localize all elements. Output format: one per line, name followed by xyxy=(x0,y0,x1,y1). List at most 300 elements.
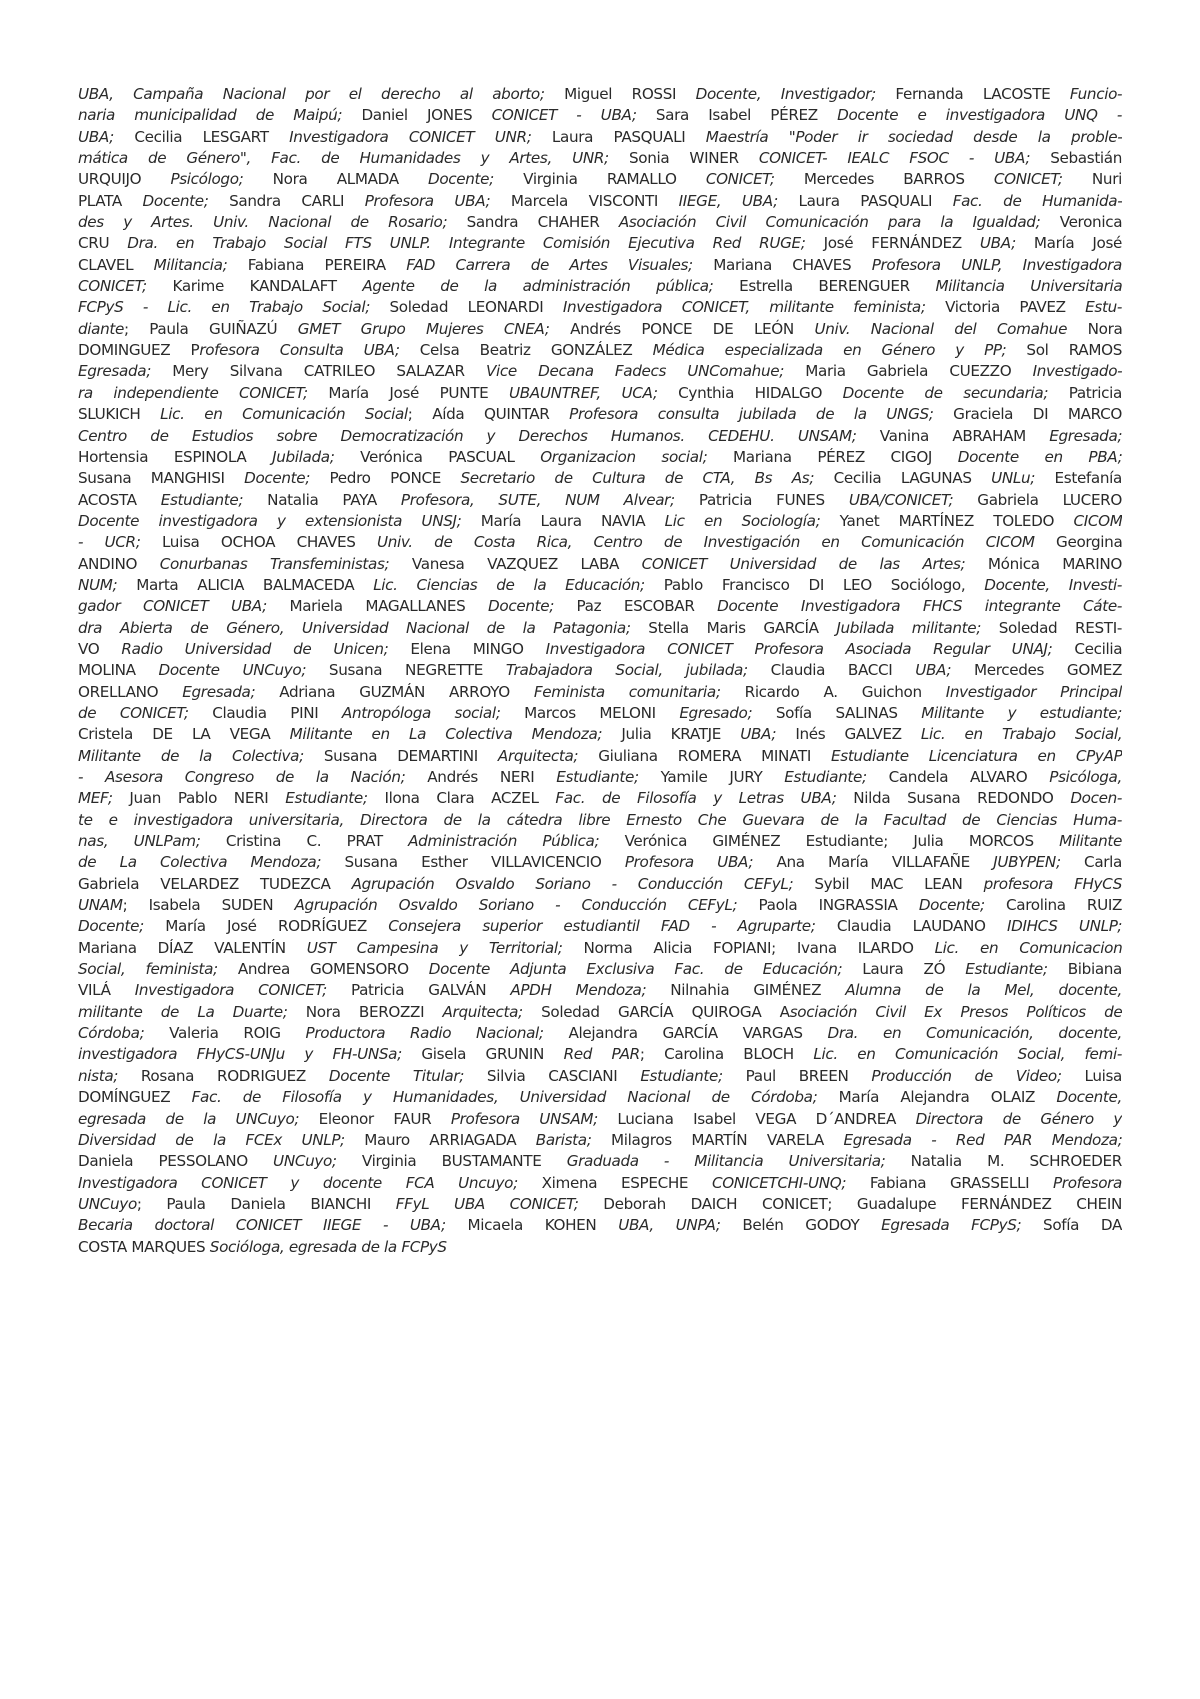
text-line xyxy=(78,1237,1122,1258)
affiliation-text: profesora FHyCS xyxy=(983,874,1122,893)
name-text: Cecilia LAGUNAS xyxy=(814,469,992,488)
text-line xyxy=(78,874,1122,895)
text-line xyxy=(78,191,1122,212)
affiliation-text: Lic. en Comunicacion xyxy=(934,938,1122,957)
text-line xyxy=(78,84,1122,105)
text-line xyxy=(78,831,1122,852)
affiliation-text: Feminista comunitaria; xyxy=(533,682,721,701)
affiliation-text: Organizacion social; xyxy=(540,447,708,466)
text-line xyxy=(78,703,1122,724)
affiliation-text: CONICET - UBA; xyxy=(491,106,637,125)
name-text: Marcos MELONI xyxy=(500,703,680,722)
name-text: Sol RAMOS xyxy=(1006,341,1122,360)
affiliation-text: NUM; xyxy=(78,575,118,594)
affiliation-text: Profesora UNLP, Investigadora xyxy=(871,255,1122,274)
text-line xyxy=(78,212,1122,233)
affiliation-text: Médica especializada en Género y PP; xyxy=(652,341,1007,360)
affiliation-text: Córdoba; xyxy=(78,1024,145,1043)
name-text: Mariana PÉREZ CIGOJ xyxy=(707,447,958,466)
name-text: Graciela DI MARCO xyxy=(933,405,1122,424)
name-text: Inés GALVEZ xyxy=(776,725,921,744)
name-text: Bibiana xyxy=(1047,960,1122,979)
name-text: Alejandra GARCÍA VARGAS xyxy=(543,1024,828,1043)
affiliation-text: Docente investigadora y extensionista UNSJ; xyxy=(78,511,462,530)
text-line xyxy=(78,511,1122,532)
name-text: Estefanía xyxy=(1035,469,1122,488)
affiliation-text: Profesora xyxy=(1053,1173,1122,1192)
affiliation-text: Psicólogo; xyxy=(170,170,244,189)
name-text: Susana DEMARTINI xyxy=(303,746,498,765)
text-line xyxy=(78,895,1122,916)
affiliation-text: Estudiante; xyxy=(556,768,639,786)
affiliation-text: Estudiante; xyxy=(160,490,244,509)
name-text: Laura PASQUALI xyxy=(531,127,706,146)
name-text: Sandra CHAHER xyxy=(447,213,619,232)
name-text: José FERNÁNDEZ xyxy=(805,234,980,253)
affiliation-text: Becaria doctoral CONICET IIEGE - UBA; xyxy=(78,1216,446,1235)
name-text: Eleonor FAUR xyxy=(299,1109,451,1128)
name-text: ; Paula GUIÑAZÚ xyxy=(124,319,298,338)
affiliation-text: sociación Civil Ex Presos Políticos de xyxy=(789,1002,1122,1021)
affiliation-text: Estudiante Licenciatura en CPyAP xyxy=(831,746,1122,765)
name-text: URQUIJO xyxy=(78,170,171,189)
name-text: Sonia WINER xyxy=(608,149,759,168)
affiliation-text: Vice Decana Fadecs UNComahue; xyxy=(486,362,784,381)
name-text: Virginia BUSTAMANTE xyxy=(336,1152,567,1171)
affiliation-text: Lic. en Trabajo Social, xyxy=(920,725,1122,744)
name-text: Celsa Beatriz GONZÁLEZ xyxy=(399,341,653,360)
affiliation-text: Investigadora CONICET; xyxy=(134,981,327,1000)
name-text: Cecilia xyxy=(1052,639,1122,658)
affiliation-text: Militante de la Colectiva; xyxy=(78,746,304,765)
affiliation-text: Dra. en Trabajo Social FTS UNLP. Integrante Comisión Ejecutiva Red RUGE; xyxy=(127,234,806,253)
affiliation-text: UBA; xyxy=(78,127,114,146)
affiliation-text: Militante en La Colectiva Mendoza; xyxy=(289,725,603,744)
name-text: Natalia M. SCHROEDER xyxy=(885,1152,1122,1171)
name-text: Mónica MARINO xyxy=(965,554,1122,573)
name-text: Patricia GALVÁN xyxy=(326,981,511,1000)
text-line xyxy=(78,532,1122,553)
name-text: Claudia LAUDANO xyxy=(815,917,1007,936)
text-line xyxy=(78,980,1122,1001)
affiliation-text: FFyL UBA CONICET; xyxy=(395,1194,579,1213)
name-text: Susana Esther VILLAVICENCIO xyxy=(321,853,625,872)
text-line xyxy=(78,127,1122,148)
name-text: Deborah DAICH CONICET; Guadalupe FERNÁNDEZ CHEIN xyxy=(578,1194,1122,1213)
name-text: Virginia RAMALLO xyxy=(493,170,706,189)
affiliation-text: Egresada; xyxy=(1049,426,1122,445)
name-text: Milagros MARTÍN VARELA xyxy=(591,1130,844,1149)
affiliation-text: Jubilada militante; xyxy=(836,618,981,637)
text-line xyxy=(78,468,1122,489)
name-text: María Laura NAVIA xyxy=(461,511,665,530)
affiliation-text: UNAM xyxy=(78,896,123,915)
name-text: Sara Isabel PÉREZ xyxy=(636,106,838,125)
affiliation-text: Univ. de Costa Rica, Centro de Investigación en Comunicación CICOM xyxy=(376,533,1035,552)
name-text: ; Paula Daniela BIANCHI xyxy=(136,1194,396,1213)
name-text: SLUKICH xyxy=(78,405,161,424)
text-line xyxy=(78,1173,1122,1194)
name-text: Georgina xyxy=(1034,533,1122,552)
text-line xyxy=(78,724,1122,745)
affiliation-text: Estudiante; xyxy=(784,768,867,786)
affiliation-text: UNCuyo; xyxy=(273,1152,337,1171)
name-text: Luciana Isabel VEGA D´ANDREA xyxy=(597,1109,916,1128)
affiliation-text: Consejera superior estudiantil FAD - Agruparte; xyxy=(388,917,816,936)
affiliation-text: Docente, Investi- xyxy=(984,575,1122,594)
name-text: Carolina RUIZ xyxy=(984,896,1122,915)
name-text: Claudia BACCI xyxy=(747,661,916,680)
text-line xyxy=(78,361,1122,382)
affiliation-text: nas, UNLPam; xyxy=(78,832,201,851)
name-text: Carla xyxy=(1060,853,1122,872)
text-line xyxy=(78,105,1122,126)
affiliation-text: Investigador Principal xyxy=(945,682,1122,701)
affiliation-text: Estudiante; xyxy=(285,789,368,808)
affiliation-text: de CONICET; xyxy=(78,703,189,722)
affiliation-text: Docen- xyxy=(1070,789,1122,808)
affiliation-text: Red PAR xyxy=(563,1045,640,1064)
affiliation-text: militante de La Duarte; xyxy=(78,1002,288,1021)
affiliation-text: Jubilada; xyxy=(272,447,335,466)
affiliation-text: Diversidad de la FCEx UNLP; xyxy=(78,1130,345,1149)
affiliation-text: Militante y estudiante; xyxy=(921,703,1122,722)
name-text: Ilona Clara ACZEL xyxy=(367,789,556,808)
name-text: Maria Gabriela CUEZZO xyxy=(784,362,1033,381)
affiliation-text: Docente Adjunta Exclusiva Fac. de Educación; xyxy=(428,960,843,979)
affiliation-text: Egresado; xyxy=(679,703,753,722)
affiliation-text: FCPyS - Lic. en Trabajo Social; xyxy=(78,298,371,317)
name-text: Mariana CHAVES xyxy=(692,255,872,274)
name-text: Yamile JURY xyxy=(638,768,785,786)
affiliation-text: Directora de Género y xyxy=(915,1109,1122,1128)
text-line xyxy=(78,1194,1122,1215)
name-text: Mery Silvana CATRILEO SALAZAR xyxy=(150,362,486,381)
affiliation-text: UBA, UNPA; xyxy=(618,1216,721,1235)
name-text: Karime KANDALAFT xyxy=(146,277,363,296)
affiliation-text: CONICET; xyxy=(993,170,1063,189)
name-text: Pablo Francisco DI LEO Sociólogo, xyxy=(644,575,985,594)
name-text: Patricia FUNES xyxy=(674,490,849,509)
text-line xyxy=(78,682,1122,703)
text-line xyxy=(78,297,1122,318)
affiliation-text: Militante xyxy=(1059,832,1122,851)
affiliation-text: Docente; xyxy=(488,597,554,616)
affiliation-text: CONICET; xyxy=(705,170,775,189)
affiliation-text: UBA; xyxy=(915,661,952,680)
affiliation-text: Docente en PBA; xyxy=(957,447,1122,466)
affiliation-text: dra Abierta de Género, Universidad Nacional de la Patagonia; xyxy=(78,618,631,637)
text-line xyxy=(78,810,1122,831)
affiliation-text: investigadora FHyCS-UNJu y FH-UNSa; xyxy=(78,1045,402,1064)
text-line xyxy=(78,746,1122,767)
name-text: Daniela PESSOLANO xyxy=(78,1152,274,1171)
name-text: Sofía DA xyxy=(1021,1216,1122,1235)
text-line xyxy=(78,383,1122,404)
affiliation-text: UNLu; xyxy=(991,469,1036,488)
affiliation-text: Funcio- xyxy=(1069,85,1122,103)
affiliation-text: UST Campesina y Territorial; xyxy=(306,938,563,957)
affiliation-text: Docente; xyxy=(142,191,209,210)
name-text: Adriana GUZMÁN ARROYO xyxy=(255,682,534,701)
affiliation-text: Dra. en Comunicación, docente, xyxy=(827,1024,1122,1043)
name-text: ; Aída QUINTAR xyxy=(407,405,570,424)
affiliation-text: Docente; xyxy=(918,896,985,915)
affiliation-text: Barista; xyxy=(535,1130,592,1149)
name-text: Cynthia HIDALGO xyxy=(657,383,843,402)
name-text: Gabriela LUCERO xyxy=(953,490,1122,509)
text-line xyxy=(78,639,1122,660)
affiliation-text: Profesora, SUTE, NUM Alvear; xyxy=(400,490,675,509)
affiliation-text: Univ. Nacional del Comahue xyxy=(814,319,1068,338)
text-line xyxy=(78,426,1122,447)
affiliation-text: Profesora consulta jubilada de la UNGS; xyxy=(569,405,934,424)
affiliation-text: UNCuyo xyxy=(78,1194,137,1213)
affiliation-text: Fac. de Humanida- xyxy=(952,191,1122,210)
name-text: Andrea GOMENSORO xyxy=(217,960,429,979)
text-line xyxy=(78,618,1122,639)
name-text: Estrella BERENGUER xyxy=(713,277,936,296)
affiliation-text: Militancia Universitaria xyxy=(935,277,1122,296)
name-text: Fabiana PEREIRA xyxy=(227,255,407,274)
affiliation-text: Agente de la administración pública; xyxy=(362,277,714,296)
name-text: Luisa xyxy=(1061,1066,1122,1085)
text-line xyxy=(78,1109,1122,1130)
name-text: ANDINO xyxy=(78,554,160,573)
name-text: Micaela KOHEN xyxy=(445,1216,619,1235)
affiliation-text: FAD Carrera de Artes Visuales; xyxy=(406,255,693,274)
affiliation-text: des y Artes. Univ. Nacional de Rosario; xyxy=(78,213,448,232)
name-text: Sandra CARLI xyxy=(208,191,365,210)
affiliation-text: Investigadora CONICET y docente FCA Uncuyo; xyxy=(78,1173,518,1192)
affiliation-text: Profesora UBA; xyxy=(624,853,754,872)
name-text: María José xyxy=(1015,234,1122,253)
affiliation-text: diante xyxy=(78,319,124,338)
affiliation-text: Agrupación Osvaldo Soriano - Conducción CEFyL; xyxy=(294,896,738,915)
affiliation-text: APDH Mendoza; xyxy=(510,981,647,1000)
name-text: Laura ZÓ xyxy=(842,960,966,979)
name-text: Marcela VISCONTI xyxy=(490,191,679,210)
text-line xyxy=(78,148,1122,169)
name-text: Valeria ROIG xyxy=(144,1024,306,1043)
name-text: Daniel JONES xyxy=(342,106,492,125)
name-text: Mauro ARRIAGADA xyxy=(344,1130,536,1149)
name-text: DOMINGUEZ P xyxy=(78,341,200,360)
text-line xyxy=(78,916,1122,937)
name-text: Belén GODOY xyxy=(720,1216,882,1235)
affiliation-text: Docente, Investigador; xyxy=(695,85,876,103)
affiliation-text: Asociación Civil Comunicación para la Igualdad; xyxy=(618,213,1041,232)
signatories-text-block xyxy=(78,84,1122,1258)
affiliation-text: UBAUNTREF, UCA; xyxy=(508,383,658,402)
affiliation-text: gador CONICET UBA; xyxy=(78,597,267,616)
text-line xyxy=(78,852,1122,873)
name-text: Mariela MAGALLANES xyxy=(266,597,489,616)
name-text: Ricardo A. Guichon xyxy=(720,682,946,701)
text-line xyxy=(78,1044,1122,1065)
name-text: María José PUNTE xyxy=(307,383,509,402)
affiliation-text: Profesora UBA; xyxy=(364,191,491,210)
name-text: Natalia PAYA xyxy=(243,490,401,509)
name-text: Pedro PONCE xyxy=(310,469,461,488)
affiliation-text: naria municipalidad de Maipú; xyxy=(78,106,343,125)
affiliation-text: Conurbanas Transfeministas; xyxy=(159,554,390,573)
affiliation-text: - Asesora Congreso de la Nación; xyxy=(78,768,406,786)
text-line xyxy=(78,404,1122,425)
affiliation-text: Psicóloga, xyxy=(1049,768,1122,786)
affiliation-text: mática de Género", Fac. de Humanidades y Artes, UNR; xyxy=(78,149,609,168)
name-text: Nuri xyxy=(1062,170,1122,189)
affiliation-text: Docente; xyxy=(244,469,311,488)
affiliation-text: Investigadora CONICET Profesora Asociada Regular UNAJ; xyxy=(545,639,1053,658)
text-line xyxy=(78,490,1122,511)
name-text: COSTA MARQUES xyxy=(78,1237,210,1256)
text-line xyxy=(78,319,1122,340)
affiliation-text: Social, feminista; xyxy=(78,960,218,979)
affiliation-text: Egresada FCPyS; xyxy=(881,1216,1022,1235)
affiliation-text: UBA, Campaña Nacional por el derecho al aborto; xyxy=(78,85,545,103)
name-text: Susana NEGRETTE xyxy=(306,661,506,680)
name-text: Veronica xyxy=(1040,213,1122,232)
name-text: Stella Maris GARCÍA xyxy=(630,618,837,637)
affiliation-text: Investigadora CONICET, militante feminista; xyxy=(562,298,926,317)
name-text: Gisela GRUNIN xyxy=(401,1045,564,1064)
name-text: Giuliana ROMERA MINATI xyxy=(578,746,832,765)
affiliation-text: Docente, xyxy=(1056,1088,1122,1107)
name-text: Soledad LEONARDI xyxy=(370,298,563,317)
affiliation-text: IIEGE, UBA; xyxy=(678,191,778,210)
name-text: PLATA xyxy=(78,191,143,210)
text-line xyxy=(78,660,1122,681)
name-text: Nora BEROZZI xyxy=(287,1002,443,1021)
name-text: CLAVEL xyxy=(78,255,154,274)
text-line xyxy=(78,1002,1122,1023)
affiliation-text: Centro de Estudios sobre Democratización y Derechos Humanos. CEDEHU. UNSAM; xyxy=(78,426,857,445)
name-text: Julia KRATJE xyxy=(602,725,741,744)
text-line xyxy=(78,1023,1122,1044)
text-line xyxy=(78,1087,1122,1108)
affiliation-text: IDIHCS UNLP; xyxy=(1007,917,1122,936)
name-text: ; Carolina BLOCH xyxy=(639,1045,814,1064)
name-text: Paola INGRASSIA xyxy=(737,896,919,915)
name-text: Fabiana GRASSELLI xyxy=(846,1173,1053,1192)
name-text: Paz ESCOBAR xyxy=(553,597,718,616)
affiliation-text: Profesora UNSAM; xyxy=(450,1109,598,1128)
name-text: Miguel ROSSI xyxy=(544,85,696,103)
affiliation-text: Lic. en Comunicación Social, femi- xyxy=(813,1045,1122,1064)
affiliation-text: Docente; xyxy=(428,170,494,189)
text-line xyxy=(78,255,1122,276)
affiliation-text: UBA; xyxy=(979,234,1016,253)
affiliation-text: Docente de secundaria; xyxy=(842,383,1049,402)
affiliation-text: Investigado- xyxy=(1032,362,1122,381)
name-text: Fernanda LACOSTE xyxy=(875,85,1070,103)
name-text: Yanet MARTÍNEZ TOLEDO xyxy=(820,511,1074,530)
affiliation-text: Antropóloga social; xyxy=(341,703,501,722)
text-line xyxy=(78,788,1122,809)
affiliation-text: egresada de la UNCuyo; xyxy=(78,1109,300,1128)
affiliation-text: UBA; xyxy=(740,725,777,744)
name-text: Mercedes BARROS xyxy=(774,170,994,189)
affiliation-text: Egresada; xyxy=(182,682,256,701)
affiliation-text: Estu- xyxy=(1085,298,1122,317)
affiliation-text: Fac. de Filosofía y Letras UBA; xyxy=(555,789,837,808)
affiliation-text: Agrupación Osvaldo Soriano - Conducción CEFyL; xyxy=(351,874,794,893)
text-line xyxy=(78,1215,1122,1236)
name-text: ; Isabela SUDEN xyxy=(122,896,295,915)
affiliation-text: Docente Titular; xyxy=(328,1066,465,1085)
name-text: Juan Pablo NERI xyxy=(112,789,286,808)
name-text: Mariana DÍAZ VALENTÍN xyxy=(78,938,307,957)
affiliation-text: de La Colectiva Mendoza; xyxy=(78,853,322,872)
name-text: Hortensia ESPINOLA xyxy=(78,447,273,466)
affiliation-text: Lic. Ciencias de la Educación; xyxy=(373,575,645,594)
affiliation-text: CICOM xyxy=(1073,511,1122,530)
name-text: Patricia xyxy=(1048,383,1122,402)
affiliation-text: Graduada - Militancia Universitaria; xyxy=(566,1152,886,1171)
affiliation-text: CONICET- IEALC FSOC - UBA; xyxy=(758,149,1031,168)
name-text: Rosana RODRIGUEZ xyxy=(118,1066,329,1085)
name-text: Sebastián xyxy=(1030,149,1122,168)
name-text: Claudia PINI xyxy=(188,703,342,722)
name-text: Ximena ESPECHE xyxy=(517,1173,712,1192)
name-text: Vanina ABRAHAM xyxy=(856,426,1050,445)
name-text: CRU xyxy=(78,234,128,253)
name-text: Cecilia LESGART xyxy=(113,127,290,146)
name-text: Nilda Susana REDONDO xyxy=(836,789,1071,808)
affiliation-text: Administración Pública; xyxy=(408,832,600,851)
text-line xyxy=(78,596,1122,617)
name-text: VILÁ xyxy=(78,981,135,1000)
affiliation-text: Secretario de Cultura de CTA, Bs As; xyxy=(460,469,815,488)
text-line xyxy=(78,554,1122,575)
name-text: Vanesa VAZQUEZ LABA xyxy=(389,554,642,573)
text-line xyxy=(78,1130,1122,1151)
affiliation-text: Radio Universidad de Unicen; xyxy=(121,639,389,658)
text-line xyxy=(78,169,1122,190)
affiliation-text: Productora Radio Nacional; xyxy=(305,1024,544,1043)
name-text: Laura PASQUALI xyxy=(777,191,953,210)
affiliation-text: Docente e investigadora UNQ - xyxy=(837,106,1122,125)
affiliation-text: Arquitecta; xyxy=(497,746,579,765)
name-text: ACOSTA xyxy=(78,490,161,509)
affiliation-text: te e investigadora universitaria, Directora de la cátedra libre Ernesto Che Guevara de la Facultad de Ciencias Huma- xyxy=(78,810,1122,829)
affiliation-text: CONICET Universidad de las Artes; xyxy=(641,554,966,573)
name-text: Candela ALVARO xyxy=(866,768,1050,786)
affiliation-text: Maestría "Poder ir sociedad desde la proble- xyxy=(705,127,1122,146)
name-text: DOMÍNGUEZ xyxy=(78,1088,192,1107)
affiliation-text: rofesora Consulta UBA; xyxy=(199,341,400,360)
affiliation-text: Militancia; xyxy=(153,255,228,274)
affiliation-text: UBA/CONICET; xyxy=(848,490,954,509)
name-text: Susana MANGHISI xyxy=(78,469,245,488)
affiliation-text: Investigadora CONICET UNR; xyxy=(289,127,532,146)
name-text: Victoria PAVEZ xyxy=(925,298,1086,317)
affiliation-text: Docente; xyxy=(78,917,144,936)
affiliation-text: Estudiante; xyxy=(640,1066,723,1085)
affiliation-text: Egresada; xyxy=(78,362,151,381)
text-line xyxy=(78,447,1122,468)
name-text: Cristina C. PRAT xyxy=(200,832,409,851)
affiliation-text: Lic. en Comunicación Social xyxy=(160,405,408,424)
affiliation-text: JUBYPEN; xyxy=(993,853,1061,872)
affiliation-text: Estudiante; xyxy=(965,960,1048,979)
name-text: Andrés NERI xyxy=(405,768,557,786)
name-text: Marta ALICIA BALMACEDA xyxy=(117,575,374,594)
text-line xyxy=(78,767,1122,788)
name-text: VO xyxy=(78,639,122,658)
name-text: Sofía SALINAS xyxy=(752,703,922,722)
